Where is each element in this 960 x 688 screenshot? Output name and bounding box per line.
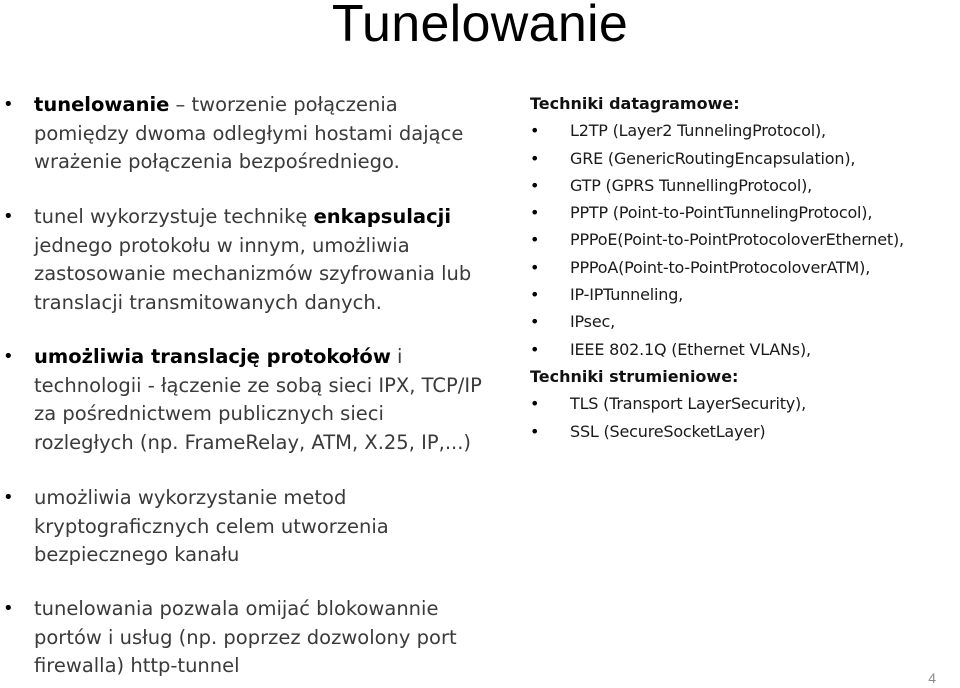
- bullet-line: [34, 203, 494, 232]
- technique-item: • GTP (GPRS TunnellingProtocol),: [530, 172, 958, 199]
- bullet-line: portów i usług (np. poprzez dozwolony port: [34, 625, 457, 649]
- slide-title: Tunelowanie: [331, 0, 629, 53]
- bullet-line: [34, 91, 454, 120]
- bold-term: tunelowanie: [34, 93, 170, 116]
- bullet-line: bezpiecznego kanału: [34, 543, 240, 566]
- text-span: – tworzenie połączenia: [169, 93, 398, 116]
- text-span: i: [390, 345, 403, 368]
- bullet-cryptography: [34, 484, 434, 570]
- page-number: 4: [928, 670, 936, 686]
- stream-techniques-heading: Techniki strumieniowe:: [530, 366, 739, 386]
- bullet-line: wrażenie połączenia bezpośredniego.: [34, 150, 400, 173]
- bullet-line: pomiędzy dwoma odległymi hostami dające: [34, 121, 464, 145]
- bullet-line: • umożliwia wykorzystanie metod: [34, 486, 347, 509]
- text-span: tunel wykorzystuje technikę: [34, 205, 314, 228]
- technique-item: • SSL (SecureSocketLayer): [530, 418, 958, 445]
- bold-term: umożliwia translację protokołów: [34, 345, 391, 368]
- technique-item: • IP-IPTunneling,: [530, 281, 958, 308]
- bullet-line: kryptograficznych celem utworzenia: [34, 514, 389, 538]
- bullet-protocol-translation: [34, 343, 504, 457]
- technique-item: • PPPoA(Point-to-PointProtocoloverATM),: [530, 254, 958, 281]
- technique-item: • TLS (Transport LayerSecurity),: [530, 390, 958, 417]
- technique-item: • IEEE 802.1Q (Ethernet VLANs),: [530, 336, 958, 363]
- bullet-line: technologii - łączenie ze sobą sieci IPX, TCP/IP: [34, 373, 482, 397]
- bullet-tunneling-definition: [34, 91, 464, 177]
- technique-item: • IPsec,: [530, 308, 958, 335]
- technique-item: • GRE (GenericRoutingEncapsulation),: [530, 145, 958, 172]
- bullet-line: za pośrednictwem publicznych sieci: [34, 402, 384, 425]
- bullet-line: jednego protokołu w innym, umożliwia: [34, 233, 410, 257]
- bullet-line: [34, 343, 504, 372]
- bold-term: enkapsulacji: [313, 205, 452, 228]
- bullet-line: rozległych (np. FrameRelay, ATM, X.25, IP,...): [34, 430, 472, 454]
- bullet-bypass-blocking: [34, 595, 474, 681]
- technique-item: • L2TP (Layer2 TunnelingProtocol),: [530, 117, 958, 144]
- bullet-encapsulation: [34, 203, 494, 317]
- bullet-line: translacji transmitowanych danych.: [34, 290, 382, 314]
- bullet-line: zastosowanie mechanizmów szyfrowania lub: [34, 262, 472, 285]
- datagram-techniques-heading: Techniki datagramowe:: [530, 94, 740, 113]
- technique-item: • PPTP (Point-to-PointTunnelingProtocol),: [530, 199, 958, 226]
- bullet-line: • tunelowania pozwala omijać blokowannie: [34, 597, 439, 620]
- bullet-line: firewalla) http-tunnel: [34, 654, 240, 677]
- tunneling-techniques-list: [530, 90, 958, 445]
- technique-item: • PPPoE(Point-to-PointProtocoloverEthernet),: [530, 226, 958, 253]
